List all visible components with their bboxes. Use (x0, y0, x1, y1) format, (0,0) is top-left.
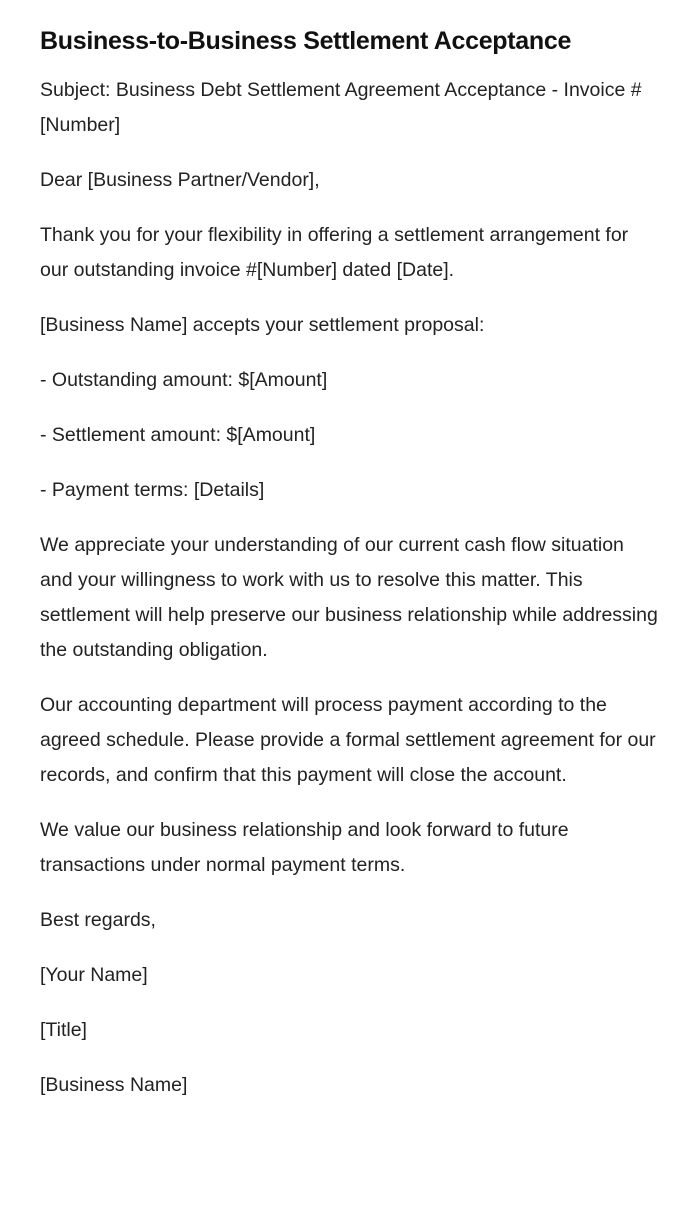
paragraph: [Business Name] (40, 1074, 188, 1096)
paragraph: Best regards, (40, 909, 156, 931)
paragraph: [Title] (40, 1019, 87, 1041)
paragraph: - Outstanding amount: $[Amount] (40, 369, 328, 391)
paragraph: [Your Name] (40, 964, 148, 986)
paragraph: Dear [Business Partner/Vendor], (40, 169, 320, 191)
paragraph: [Business Name] accepts your settlement proposal: (40, 314, 485, 336)
paragraph: - Settlement amount: $[Amount] (40, 424, 316, 446)
document-body (40, 73, 660, 1103)
paragraph: We value our business relationship and look forward to future transactions under normal payment terms. (40, 819, 569, 876)
paragraph: Subject: Business Debt Settlement Agreement Acceptance - Invoice #[Number] (40, 79, 642, 136)
document-title: Business-to-Business Settlement Acceptance (40, 27, 572, 55)
paragraph: Thank you for your flexibility in offering a settlement arrangement for our outstanding invoice #[Number] dated [Date]. (40, 224, 629, 281)
paragraph: We appreciate your understanding of our current cash flow situation and your willingness to work with us to resolve this matter. This settlement will help preserve our business relationship while addressing the outstanding obligation. (40, 534, 658, 661)
paragraph: - Payment terms: [Details] (40, 479, 265, 501)
paragraph: Our accounting department will process payment according to the agreed schedule. Please provide a formal settlement agreement for our records, and confirm that this payment will close the account. (40, 694, 656, 786)
